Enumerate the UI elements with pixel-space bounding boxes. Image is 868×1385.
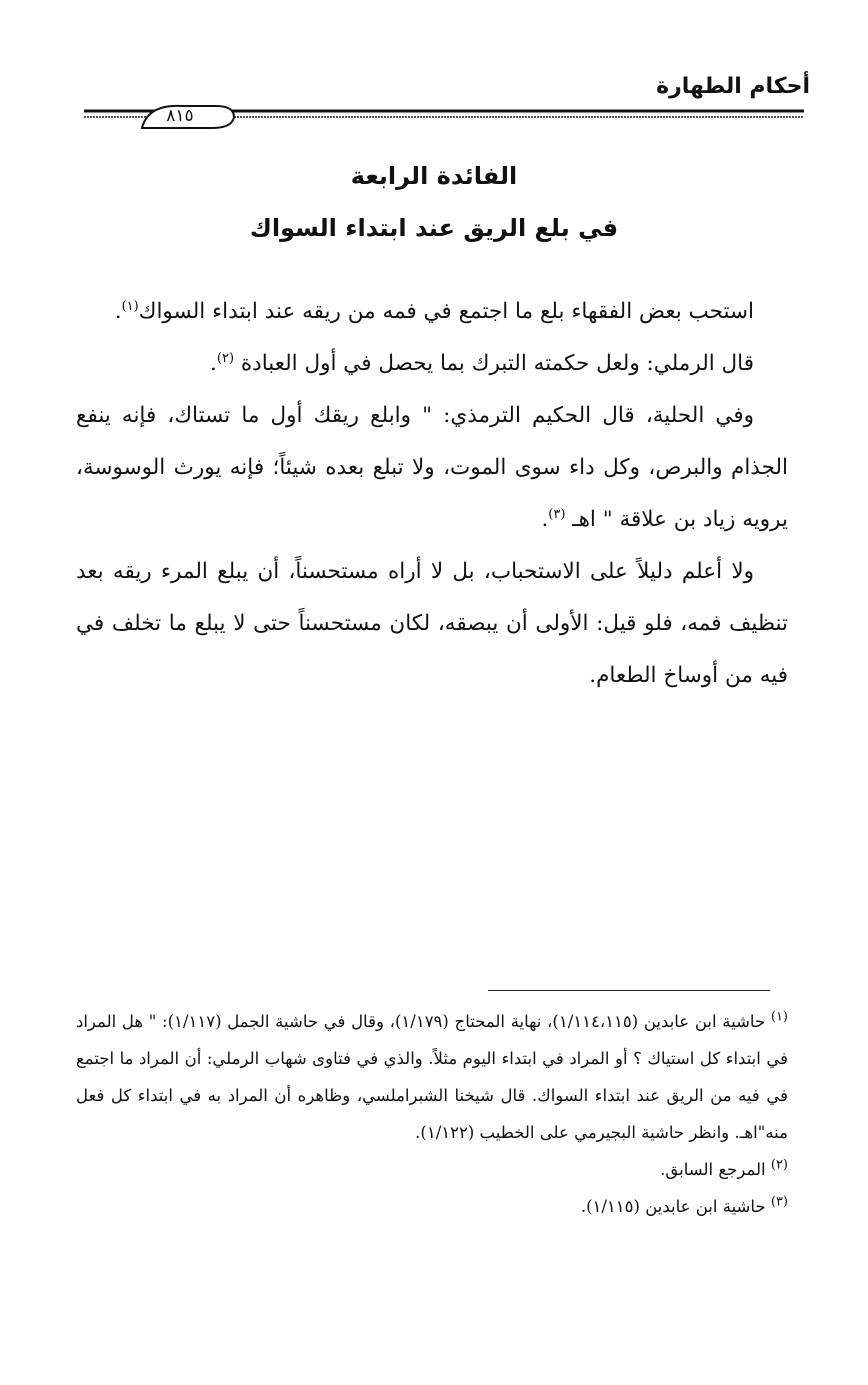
footnote-separator xyxy=(488,990,770,991)
footnote: $^{(٢)}$ المرجع السابق. xyxy=(660,1157,788,1179)
section-subtitle: في بلع الريق عند ابتداء السواك xyxy=(249,214,619,242)
running-title: أحكام الطهارة xyxy=(656,74,810,99)
footnote: $^{(١)}$ حاشية ابن عابدين (١/١١٤،١١٥)، نهاية المحتاج (١/١٧٩)، وقال في حاشية الجمل (١/١١٧): " هل المراد في ابتداء كل استياك ؟ أو المراد في ابتداء اليوم مثلاً. والذي في فتاوى شهاب الرملي: أن المراد ما اجتمع في فيه من الريق عند ابتداء السواك. قال شيخنا الشبراملسي، وظاهره أن المراد به في ابتداء كل فعل منه"اهـ. وانظر حاشية البجيرمي على الخطيب (١/١٢٢). xyxy=(76,1009,788,1142)
footnote: $^{(٣)}$ حاشية ابن عابدين (١/١١٥). xyxy=(580,1194,788,1216)
paragraph: وفي الحلية، قال الحكيم الترمذي: " وابلع ريقك أول ما تستاك، فإنه ينفع الجذام والبرص، وكل داء سوى الموت، ولا تبلع بعده شيئاً؛ فإنه يورث الوسوسة، يرويه زياد بن علاقة " اهـ $^{(٣)}$. xyxy=(76,403,788,532)
paragraph: ولا أعلم دليلاً على الاستحباب، بل لا أراه مستحسناً، أن يبلع المرء ريقه بعد تنظيف فمه، فلو قيل: الأولى أن يبصقه، لكان مستحسناً حتى لا يبلع ما تخلف في فيه من أوساخ الطعام. xyxy=(76,559,788,688)
footnote-ref[interactable]: (٣) xyxy=(548,506,566,522)
paragraph: استحب بعض الفقهاء بلع ما اجتمع في فمه من ريقه عند ابتداء السواك$^{(١)}$. xyxy=(114,298,754,324)
footnotes xyxy=(76,1003,788,1225)
paragraph: قال الرملي: ولعل حكمته التبرك بما يحصل في أول العبادة $^{(٢)}$. xyxy=(210,350,754,376)
footnote-ref[interactable]: (١) xyxy=(121,298,139,314)
body-text xyxy=(76,286,788,702)
page-number: ٨١٥ xyxy=(166,106,194,126)
section-title: الفائدة الرابعة xyxy=(350,162,518,190)
footnote-ref[interactable]: (٢) xyxy=(216,350,235,366)
